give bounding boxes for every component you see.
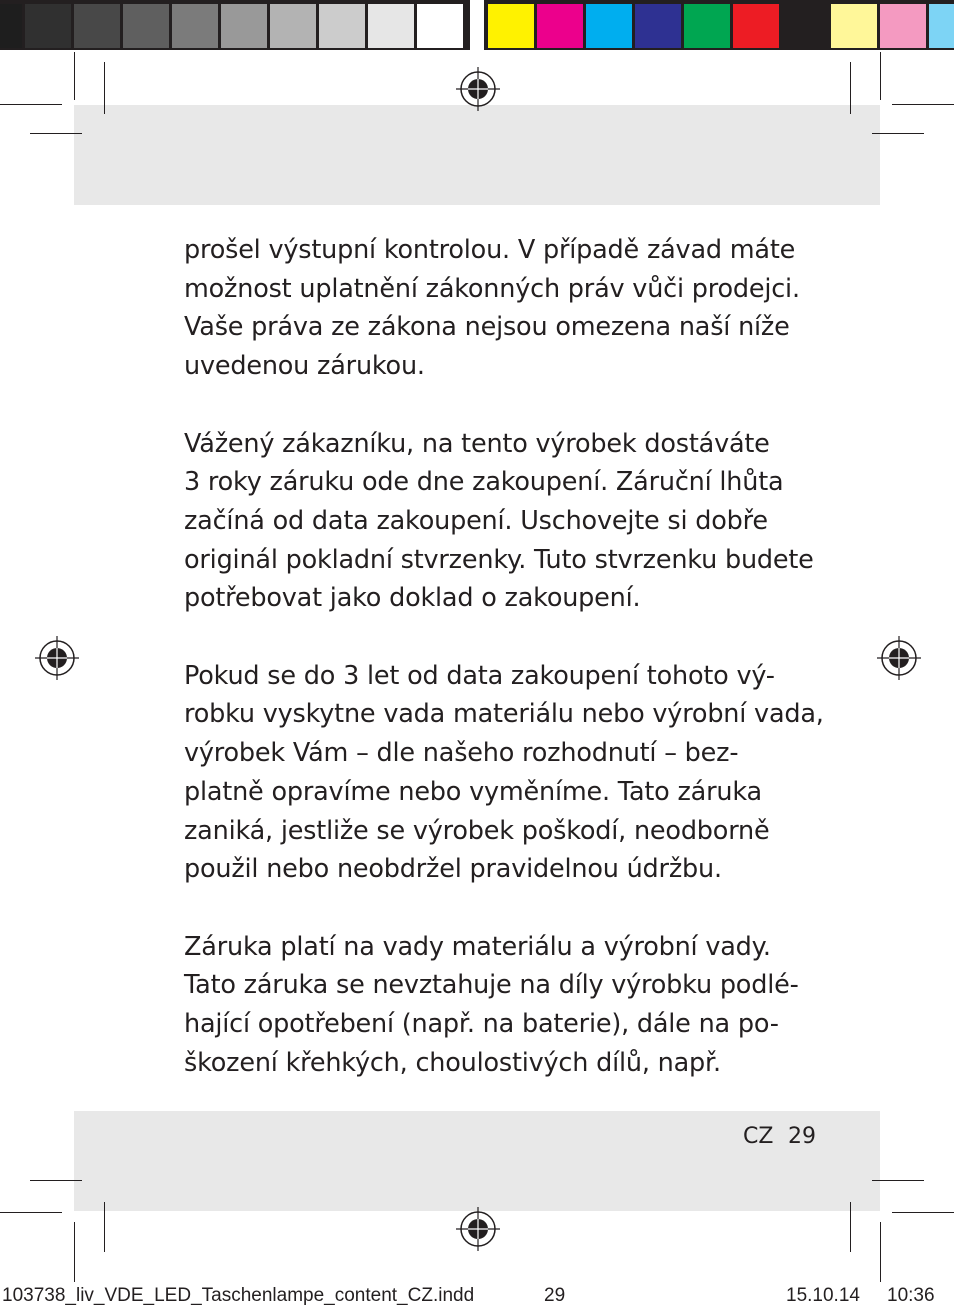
crop-mark [850, 1202, 851, 1252]
text-line: originál pokladní stvrzenky. Tuto stvrzenku budete [184, 544, 814, 575]
text-line: Vážený zákazníku, na tento výrobek dostáváte [184, 428, 770, 459]
color-swatch [831, 4, 877, 48]
color-swatch [929, 4, 954, 48]
header-band [74, 105, 880, 205]
text-line: Pokud se do 3 let od data zakoupení tohoto vý- [184, 660, 775, 691]
crop-mark [0, 104, 62, 105]
text-line: začíná od data zakoupení. Uschovejte si dobře [184, 505, 768, 536]
paragraph-1 [184, 231, 804, 386]
text-line: 3 roky záruku ode dne zakoupení. Záruční lhůta [184, 467, 784, 498]
crop-mark [104, 1202, 105, 1252]
slug-filename: 103738_liv_VDE_LED_Taschenlampe_content_CZ.indd [2, 1285, 475, 1306]
color-swatch [782, 4, 828, 48]
color-swatch [319, 4, 365, 48]
paragraph-2 [184, 425, 814, 619]
crop-mark [74, 52, 75, 100]
crop-mark [872, 133, 924, 134]
color-swatch [25, 4, 71, 48]
color-swatch [221, 4, 267, 48]
crop-mark [30, 133, 82, 134]
page-number: 29 [788, 1124, 816, 1149]
text-line: platně opravíme nebo vyměníme. Tato záruka [184, 776, 762, 807]
registration-mark-icon [456, 1207, 500, 1251]
registration-mark-icon [456, 67, 500, 111]
slug-date: 15.10.14 [786, 1285, 860, 1306]
crop-mark [880, 52, 881, 100]
text-line: Vaše práva ze zákona nejsou omezena naší níže [184, 312, 790, 343]
color-swatch [635, 4, 681, 48]
text-line: škození křehkých, choulostivých dílů, např. [184, 1047, 721, 1078]
crop-mark [872, 1180, 924, 1181]
color-swatch [586, 4, 632, 48]
crop-mark [104, 62, 105, 114]
registration-mark-icon [877, 636, 921, 680]
color-swatch [74, 4, 120, 48]
color-swatch [733, 4, 779, 48]
color-swatch [488, 4, 534, 48]
crop-mark [30, 1180, 82, 1181]
text-line: zaniká, jestliže se výrobek poškodí, neodborně [184, 815, 770, 846]
color-swatch [684, 4, 730, 48]
crop-mark [892, 104, 954, 105]
text-line: hající opotřebení (např. na baterie), dále na po- [184, 1009, 779, 1040]
text-line: potřebovat jako doklad o zakoupení. [184, 583, 641, 614]
paragraph-3 [184, 657, 824, 889]
text-line: prošel výstupní kontrolou. V případě závad máte [184, 235, 796, 265]
crop-mark [0, 1212, 62, 1213]
color-swatch [537, 4, 583, 48]
color-swatch [0, 4, 22, 48]
text-line: robku vyskytne vada materiálu nebo výrobní vada, [184, 699, 824, 730]
color-swatch [880, 4, 926, 48]
slug-time: 10:36 [887, 1285, 935, 1306]
text-line: výrobek Vám – dle našeho rozhodnutí – bez- [184, 738, 739, 769]
text-line: Tato záruka se nevztahuje na díly výrobku podlé- [184, 970, 799, 1001]
crop-mark [850, 62, 851, 114]
registration-mark-icon [35, 636, 79, 680]
text-line: Záruka platí na vady materiálu a výrobní vady. [184, 931, 771, 962]
crop-mark [74, 1222, 75, 1282]
color-swatch [172, 4, 218, 48]
color-swatch [368, 4, 414, 48]
slug-page: 29 [544, 1285, 566, 1306]
color-swatch [417, 4, 463, 48]
footer-language: CZ [743, 1124, 774, 1149]
color-swatch [270, 4, 316, 48]
body-text [184, 231, 824, 1121]
crop-mark [880, 1222, 881, 1282]
text-line: uvedenou zárukou. [184, 351, 425, 382]
text-line: použil nebo neobdržel pravidelnou údržbu. [184, 854, 722, 885]
crop-mark [892, 1212, 954, 1213]
color-swatch [123, 4, 169, 48]
paragraph-4 [184, 928, 804, 1083]
text-line: možnost uplatnění zákonných práv vůči prodejci. [184, 273, 800, 304]
